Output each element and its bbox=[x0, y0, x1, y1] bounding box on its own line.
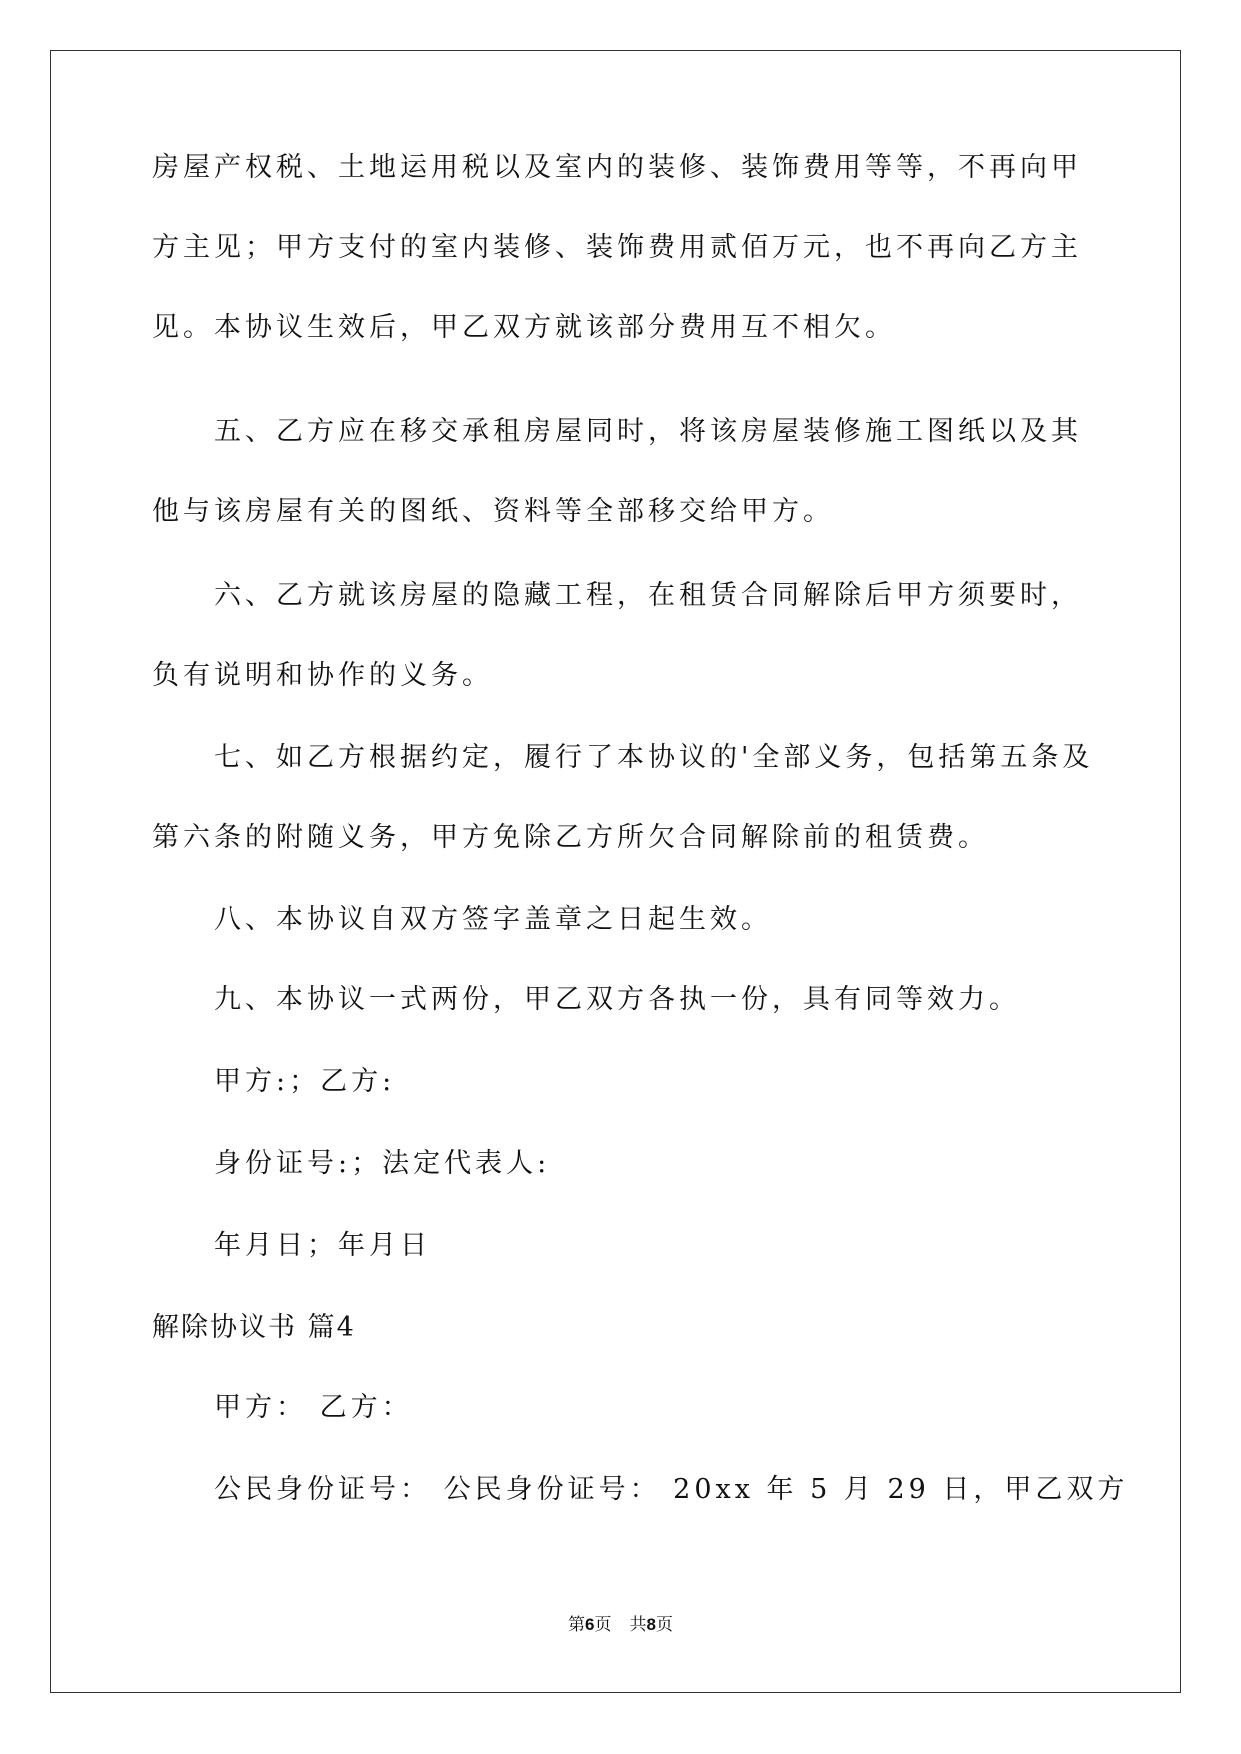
clause-eight-line: 八、本协议自双方签字盖章之日起生效。 bbox=[214, 904, 772, 935]
current-page-number: 6 bbox=[585, 1615, 595, 1634]
clause-seven-line: 七、如乙方根据约定，履行了本协议的'全部义务，包括第五条及 bbox=[214, 742, 1094, 773]
paragraph-line: 他与该房屋有关的图纸、资料等全部移交给甲方。 bbox=[152, 496, 834, 527]
total-page-number: 8 bbox=[646, 1615, 656, 1634]
date-line: 年月日；年月日 bbox=[214, 1230, 431, 1261]
clause-nine-line: 九、本协议一式两份，甲乙双方各执一份，具有同等效力。 bbox=[214, 984, 1020, 1015]
page-number-footer bbox=[0, 1614, 1241, 1636]
total-suffix: 页 bbox=[655, 1615, 673, 1635]
id-number-line: 身份证号:；法定代表人: bbox=[214, 1148, 551, 1179]
paragraph-line: 负有说明和协作的义务。 bbox=[152, 660, 493, 691]
section-heading: 解除协议书 篇4 bbox=[152, 1312, 356, 1343]
page-suffix: 页 bbox=[594, 1615, 612, 1635]
paragraph-line: 方主见；甲方支付的室内装修、装饰费用贰佰万元，也不再向乙方主 bbox=[152, 232, 1082, 263]
total-prefix: 共 bbox=[629, 1615, 647, 1635]
parties-line: 甲方： 乙方： bbox=[214, 1392, 413, 1423]
clause-five-line: 五、乙方应在移交承租房屋同时，将该房屋装修施工图纸以及其 bbox=[214, 416, 1082, 447]
signature-parties-line: 甲方:；乙方: bbox=[214, 1066, 396, 1097]
paragraph-line: 第六条的附随义务，甲方免除乙方所欠合同解除前的租赁费。 bbox=[152, 822, 989, 853]
paragraph-line: 见。本协议生效后，甲乙双方就该部分费用互不相欠。 bbox=[152, 312, 896, 343]
page-border bbox=[50, 50, 1181, 1693]
clause-six-line: 六、乙方就该房屋的隐藏工程，在租赁合同解除后甲方须要时， bbox=[214, 580, 1082, 611]
citizen-id-line: 公民身份证号： 公民身份证号： 20xx 年 5 月 29 日，甲乙双方 bbox=[214, 1474, 1129, 1505]
page-prefix: 第 bbox=[568, 1615, 586, 1635]
paragraph-line: 房屋产权税、土地运用税以及室内的装修、装饰费用等等，不再向甲 bbox=[152, 152, 1082, 183]
